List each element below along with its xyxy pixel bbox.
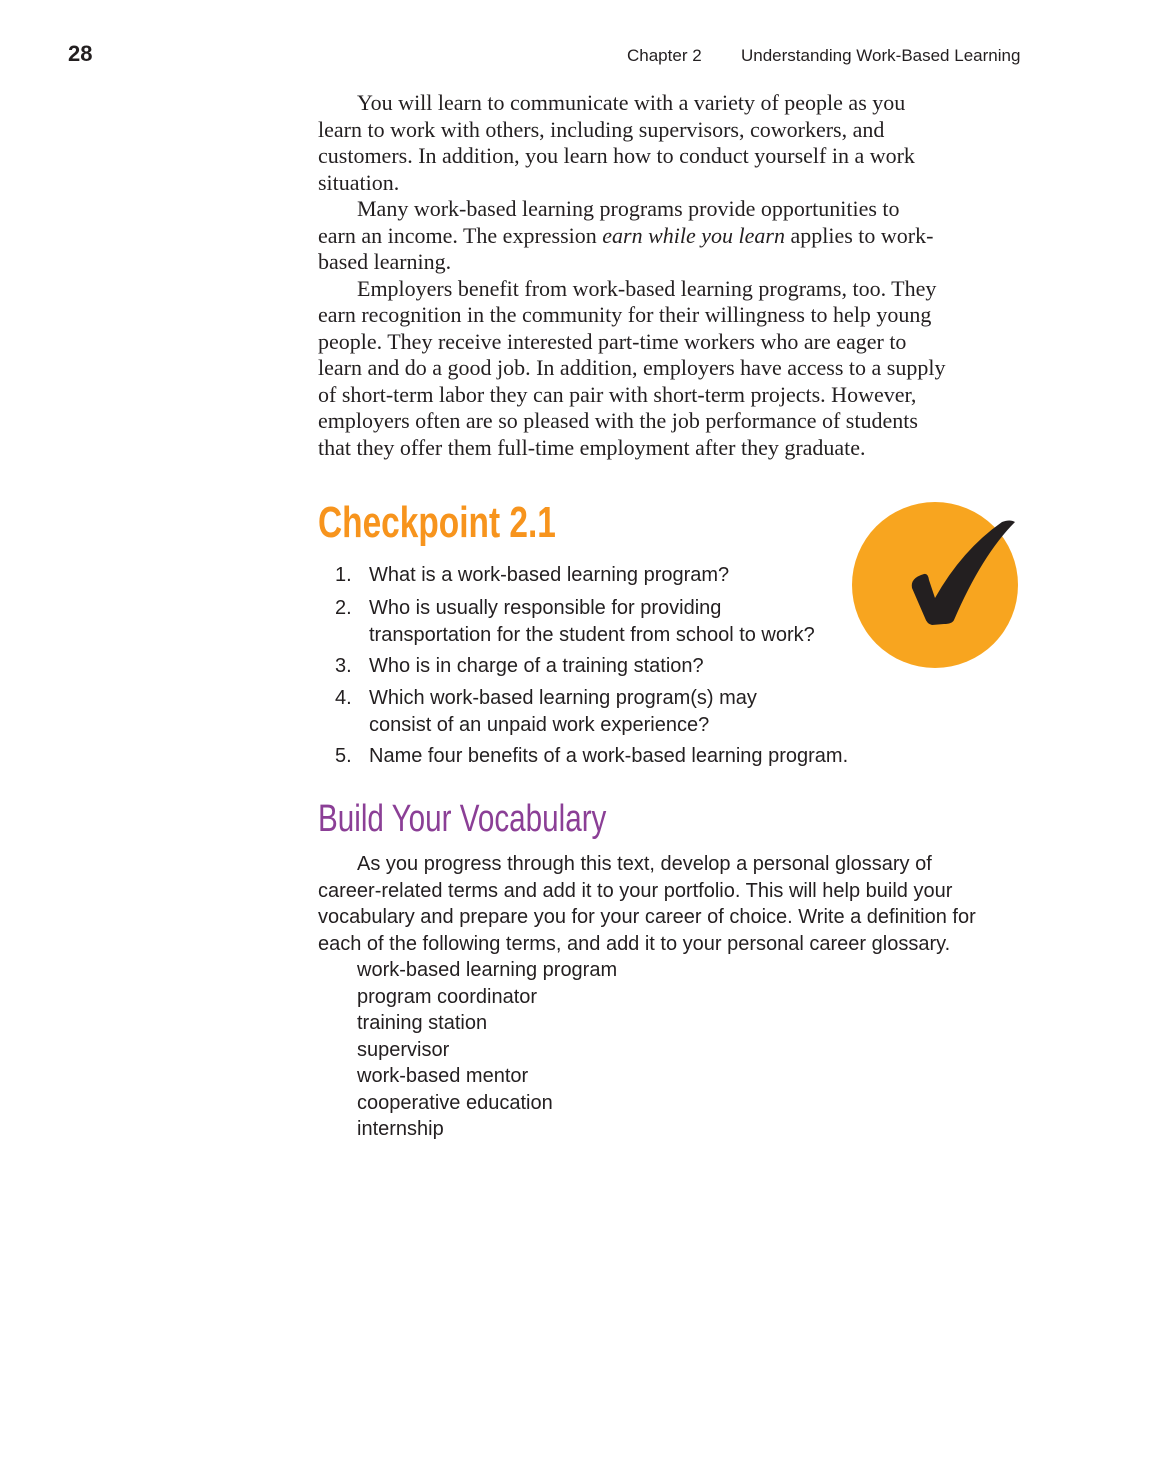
running-head-chapter: Chapter 2 bbox=[627, 46, 702, 65]
vocabulary-heading: Build Your Vocabulary bbox=[318, 798, 607, 840]
checkpoint-heading: Checkpoint 2.1 bbox=[318, 498, 556, 547]
vocab-term: work-based mentor bbox=[357, 1065, 529, 1087]
text-line: of short-term labor they can pair with short-term projects. However, bbox=[318, 381, 917, 407]
text-line: based learning. bbox=[318, 249, 452, 274]
question-text: What is a work-based learning program? bbox=[369, 564, 730, 586]
question-number: 5. bbox=[335, 745, 352, 767]
text-line: vocabulary and prepare you for your career of choice. Write a definition for bbox=[318, 906, 976, 928]
checkpoint-badge bbox=[852, 502, 1018, 668]
text-line: employers often are so pleased with the job performance of students bbox=[318, 408, 918, 433]
text-line: learn to work with others, including supervisors, coworkers, and bbox=[318, 116, 885, 142]
text-line: career-related terms and add it to your portfolio. This will help build your bbox=[318, 879, 953, 902]
text-line: Many work-based learning programs provide opportunities to bbox=[357, 196, 900, 221]
body-text bbox=[318, 90, 1038, 461]
vocabulary-terms bbox=[357, 957, 617, 1143]
italic-phrase: earn while you learn bbox=[602, 222, 785, 248]
vocab-term: internship bbox=[357, 1118, 444, 1140]
question-number: 3. bbox=[335, 655, 352, 677]
vocab-term: supervisor bbox=[357, 1038, 450, 1061]
question-text: Who is in charge of a training station? bbox=[369, 655, 704, 677]
vocabulary-intro bbox=[318, 851, 976, 957]
text-line: learn and do a good job. In addition, employers have access to a supply bbox=[318, 355, 946, 380]
text-segment: earn an income. The expression bbox=[318, 222, 603, 248]
vocab-term: work-based learning program bbox=[357, 959, 618, 981]
running-head-title: Understanding Work-Based Learning bbox=[741, 46, 1021, 65]
question-text: consist of an unpaid work experience? bbox=[369, 713, 710, 736]
text-line: that they offer them full-time employment after they graduate. bbox=[318, 434, 866, 460]
text-line: people. They receive interested part-time workers who are eager to bbox=[318, 328, 907, 354]
vocab-term: training station bbox=[357, 1012, 488, 1034]
text-line: situation. bbox=[318, 169, 400, 195]
text-line bbox=[318, 223, 1038, 250]
checkmark-icon bbox=[852, 510, 1022, 630]
question-number: 2. bbox=[335, 597, 352, 619]
vocab-term: cooperative education bbox=[357, 1091, 553, 1114]
text-line: each of the following terms, and add it to your personal career glossary. bbox=[318, 932, 951, 955]
text-line: earn recognition in the community for their willingness to help young bbox=[318, 302, 932, 327]
text-line: Employers benefit from work-based learning programs, too. They bbox=[357, 275, 937, 301]
vocab-term: program coordinator bbox=[357, 985, 538, 1008]
text-line: You will learn to communicate with a variety of people as you bbox=[357, 90, 906, 115]
text-line: customers. In addition, you learn how to conduct yourself in a work bbox=[318, 143, 915, 168]
text-line: As you progress through this text, develop a personal glossary of bbox=[357, 853, 932, 875]
question-text: Which work-based learning program(s) may bbox=[369, 687, 757, 709]
text-segment: applies to work- bbox=[784, 222, 934, 248]
question-text: Name four benefits of a work-based learning program. bbox=[369, 745, 849, 767]
question-text: Who is usually responsible for providing bbox=[369, 597, 722, 619]
page-number: 28 bbox=[68, 41, 93, 66]
question-text: transportation for the student from school to work? bbox=[369, 623, 815, 646]
question-number: 1. bbox=[335, 564, 352, 586]
question-number: 4. bbox=[335, 687, 352, 709]
